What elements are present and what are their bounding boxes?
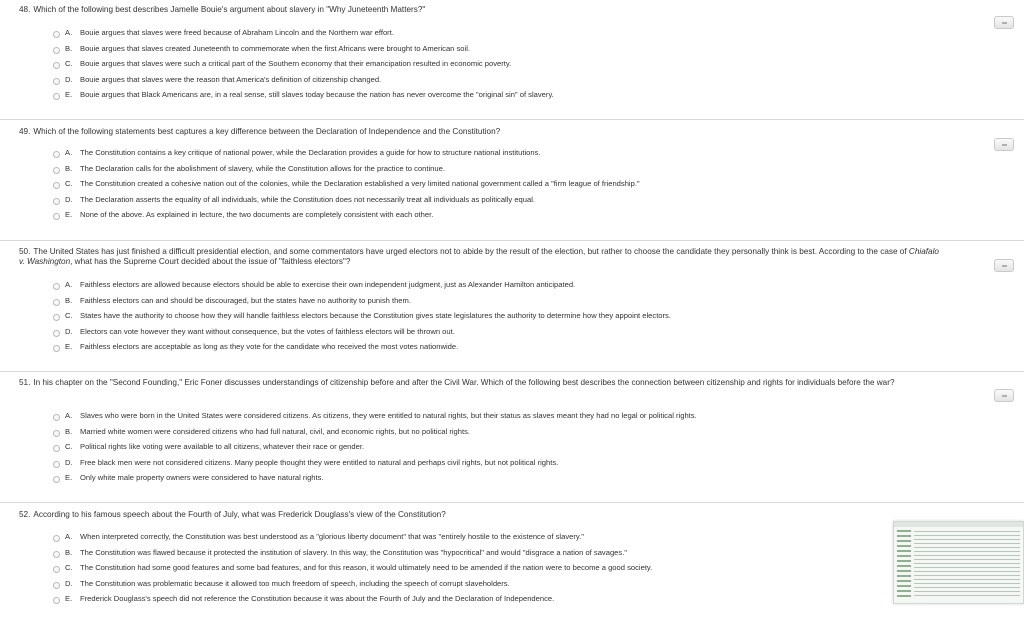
question-49 (0, 119, 1024, 241)
answer-option[interactable] (0, 90, 960, 104)
answer-option[interactable] (0, 75, 960, 89)
radio-button[interactable] (53, 582, 60, 589)
question-number: 52. (19, 510, 31, 519)
option-letter: E. (65, 594, 73, 603)
answer-option[interactable] (0, 342, 960, 356)
radio-button[interactable] (53, 299, 60, 306)
option-letter: C. (65, 563, 73, 572)
question-text (19, 247, 939, 267)
option-text: Faithless electors can and should be discouraged, but the states have no authority to punish them. (80, 295, 411, 305)
answer-option[interactable] (0, 442, 960, 456)
question-text-part: The United States has just finished a difficult presidential election, and some commentators have urged electors not to abide by the result of the election, but rather to choose the candidate they personally think is best. According to the case of (33, 247, 909, 256)
radio-button[interactable] (53, 535, 60, 542)
option-text: Bouie argues that slaves were such a critical part of the Southern economy that their emancipation resulted in economic poverty. (80, 59, 512, 68)
radio-button[interactable] (53, 182, 60, 189)
case-name: Chiafalo v. Washington (19, 247, 939, 266)
thumbnail-sidebar (897, 530, 911, 600)
question-text-part: According to his famous speech about the Fourth of July, what was Frederick Douglass's view of the Constitution? (33, 510, 446, 519)
radio-button[interactable] (53, 597, 60, 604)
option-text: Bouie argues that slaves were freed because of Abraham Lincoln and the Northern war effort. (80, 28, 394, 37)
answer-option[interactable] (0, 195, 960, 209)
option-text: The Constitution was flawed because it protected the institution of slavery. In this way, the Constitution was "hypocritical" and would "disgrace a nation of savages." (80, 547, 627, 557)
option-letter: E. (65, 90, 73, 99)
option-letter: C. (65, 442, 73, 451)
option-text: Only white male property owners were considered to have natural rights. (80, 473, 324, 482)
option-text: Bouie argues that Black Americans are, in a real sense, still slaves today because the nation has never overcome the "original sin" of slavery. (80, 90, 554, 99)
option-letter: D. (65, 74, 73, 84)
question-text-part: Which of the following statements best captures a key difference between the Declaration of Independence and the Constitution? (33, 127, 501, 136)
answer-option[interactable] (0, 311, 960, 325)
radio-button[interactable] (53, 78, 60, 85)
option-text: Married white women were considered citizens who had full natural, civil, and economic rights, but no political rights. (80, 426, 470, 436)
option-letter: E. (65, 342, 73, 351)
question-number: 48. (19, 5, 31, 14)
option-letter: C. (65, 59, 73, 68)
option-letter: B. (65, 426, 73, 436)
radio-button[interactable] (53, 314, 60, 321)
option-letter: C. (65, 179, 73, 188)
answer-option[interactable] (0, 458, 960, 472)
radio-button[interactable] (53, 198, 60, 205)
question-number: 49. (19, 127, 31, 136)
question-text-part: In his chapter on the "Second Founding," Eric Foner discusses understandings of citizenship before and after the Civil War. Which of the following best describes the connection between citizenship and rights for individuals before the war? (33, 378, 895, 387)
radio-button[interactable] (53, 476, 60, 483)
radio-button[interactable] (53, 31, 60, 38)
radio-button[interactable] (53, 461, 60, 468)
answer-option[interactable] (0, 327, 960, 341)
answer-option[interactable] (0, 473, 960, 487)
option-letter: D. (65, 326, 73, 336)
option-letter: A. (65, 532, 73, 541)
option-letter: B. (65, 43, 73, 53)
answer-option[interactable] (0, 148, 960, 162)
radio-button[interactable] (53, 47, 60, 54)
option-letter: E. (65, 473, 73, 482)
question-52 (0, 502, 1024, 624)
answer-option[interactable] (0, 179, 960, 193)
answer-option[interactable] (0, 296, 960, 310)
option-text: None of the above. As explained in lecture, the two documents are completely consistent with each other. (80, 210, 434, 219)
question-51 (0, 371, 1024, 503)
answer-option[interactable] (0, 411, 960, 425)
radio-button[interactable] (53, 445, 60, 452)
option-letter: B. (65, 295, 73, 305)
radio-button[interactable] (53, 566, 60, 573)
radio-button[interactable] (53, 167, 60, 174)
flag-question-button[interactable] (994, 138, 1014, 151)
answer-option[interactable] (0, 280, 960, 294)
option-letter: A. (65, 280, 73, 289)
option-letter: E. (65, 210, 73, 219)
question-text (19, 5, 939, 15)
option-text: Faithless electors are allowed because electors should be able to exercise their own independent judgment, just as Alexander Hamilton anticipated. (80, 280, 576, 289)
option-text: Frederick Douglass's speech did not reference the Constitution because it was about the Fourth of July and the Declaration of Independence. (80, 594, 555, 603)
answer-option[interactable] (0, 548, 960, 562)
question-text-part: Which of the following best describes Jamelle Bouie's argument about slavery in "Why Juneteenth Matters?" (33, 5, 426, 14)
radio-button[interactable] (53, 151, 60, 158)
radio-button[interactable] (53, 551, 60, 558)
radio-button[interactable] (53, 213, 60, 220)
question-48 (0, 0, 1024, 120)
answer-option[interactable] (0, 28, 960, 42)
question-text (19, 378, 939, 388)
question-number: 50. (19, 247, 31, 256)
flag-question-button[interactable] (994, 389, 1014, 402)
option-text: The Declaration calls for the abolishment of slavery, while the Constitution allows for the practice to continue. (80, 163, 445, 173)
option-letter: C. (65, 311, 73, 320)
option-text: Slaves who were born in the United States were considered citizens. As citizens, they were entitled to natural rights, but their status as slaves meant they had no legal or political rights. (80, 411, 697, 420)
thumbnail-content (914, 531, 1020, 599)
answer-option[interactable] (0, 579, 960, 593)
question-text (19, 127, 939, 137)
option-text: Political rights like voting were available to all citizens, whatever their race or gender. (80, 442, 365, 451)
question-50 (0, 240, 1024, 372)
answer-option[interactable] (0, 532, 960, 546)
option-letter: D. (65, 457, 73, 467)
radio-button[interactable] (53, 345, 60, 352)
option-letter: A. (65, 148, 73, 157)
option-text: The Constitution contains a key critique of national power, while the Declaration provides a guide for how to structure national institutions. (80, 148, 541, 157)
option-text: States have the authority to choose how they will handle faithless electors because the Constitution gives state legislatures the authority to determine how they appoint electors. (80, 311, 671, 320)
option-text: Free black men were not considered citizens. Many people thought they were entitled to natural and perhaps civil rights, but not political rights. (80, 457, 559, 467)
answer-option[interactable] (0, 563, 960, 577)
radio-button[interactable] (53, 283, 60, 290)
flag-question-button[interactable] (994, 259, 1014, 272)
option-letter: B. (65, 547, 73, 557)
option-text: The Declaration asserts the equality of all individuals, while the Constitution does not necessarily treat all individuals as politically equal. (80, 194, 536, 204)
option-letter: D. (65, 194, 73, 204)
screenshot-thumbnail[interactable] (893, 521, 1024, 604)
option-letter: D. (65, 578, 73, 588)
option-text: The Constitution created a cohesive nation out of the colonies, while the Declaration established a very limited national government called a "firm league of friendship." (80, 179, 640, 188)
radio-button[interactable] (53, 330, 60, 337)
option-text: Bouie argues that slaves were the reason that America's definition of citizenship changed. (80, 74, 382, 84)
option-text: The Constitution was problematic because it allowed too much freedom of speech, including the speech of corrupt slaveholders. (80, 578, 510, 588)
question-text (19, 510, 939, 520)
radio-button[interactable] (53, 414, 60, 421)
answer-option[interactable] (0, 594, 960, 608)
option-text: Faithless electors are acceptable as long as they vote for the candidate who received the most votes nationwide. (80, 342, 459, 351)
radio-button[interactable] (53, 430, 60, 437)
answer-option[interactable] (0, 210, 960, 224)
radio-button[interactable] (53, 62, 60, 69)
answer-option[interactable] (0, 44, 960, 58)
thumbnail-titlebar (894, 522, 1023, 527)
option-text: Electors can vote however they want without consequence, but the votes of faithless electors will be thrown out. (80, 326, 455, 336)
question-text-part: , what has the Supreme Court decided about the issue of "faithless electors"? (70, 257, 351, 266)
option-text: When interpreted correctly, the Constitution was best understood as a "glorious liberty document" that was "entirely hostile to the existence of slavery." (80, 532, 584, 541)
answer-option[interactable] (0, 427, 960, 441)
option-letter: A. (65, 411, 73, 420)
radio-button[interactable] (53, 93, 60, 100)
option-letter: A. (65, 28, 73, 37)
option-letter: B. (65, 163, 73, 173)
question-number: 51. (19, 378, 31, 387)
flag-question-button[interactable] (994, 16, 1014, 29)
answer-option[interactable] (0, 164, 960, 178)
option-text: The Constitution had some good features and some bad features, and for this reason, it would ultimately need to be amended if the nation were to become a good society. (80, 563, 653, 572)
option-text: Bouie argues that slaves created Juneteenth to commemorate when the first Africans were brought to American soil. (80, 43, 471, 53)
answer-option[interactable] (0, 59, 960, 73)
